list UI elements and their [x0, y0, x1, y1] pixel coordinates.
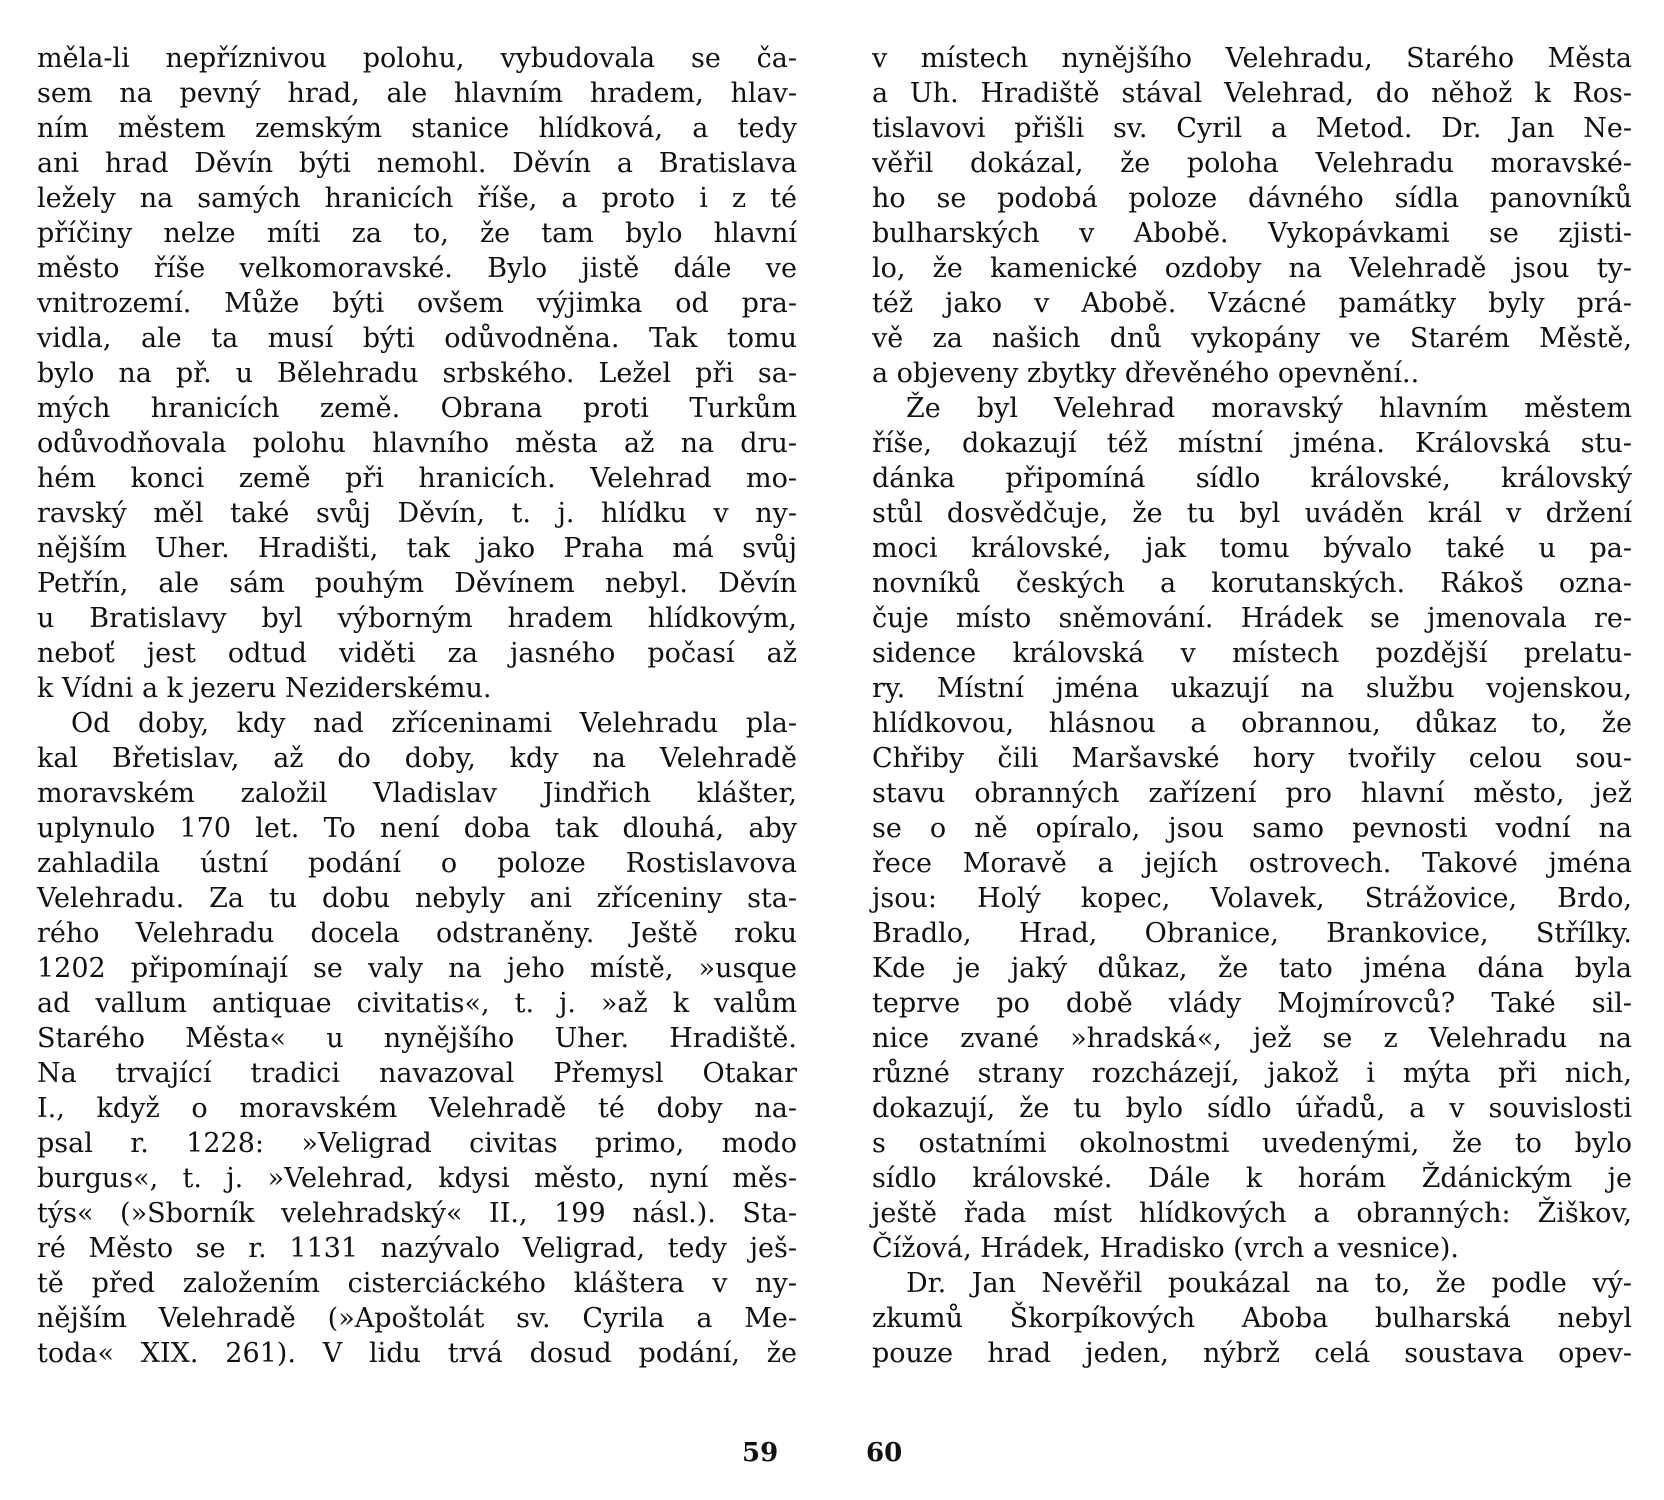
text-line: rého Velehradu docela odstraněny. Ještě roku: [37, 918, 797, 949]
text-line: vidla, ale ta musí býti odůvodněna. Tak tomu: [37, 323, 797, 354]
text-line: sídlo královské. Dále k horám Ždánickým je: [872, 1163, 1632, 1194]
text-line: různé strany rozcházejí, jakož i mýta při nich,: [872, 1058, 1632, 1089]
text-line: čuje místo sněmování. Hrádek se jmenovala re-: [872, 603, 1632, 634]
text-line: stavu obranných zařízení pro hlavní město, jež: [872, 778, 1632, 809]
text-line: město říše velkomoravské. Bylo jistě dále ve: [37, 253, 797, 284]
text-line: I., když o moravském Velehradě té doby na-: [37, 1093, 797, 1124]
text-line: ravský měl také svůj Děvín, t. j. hlídku v ny-: [37, 498, 797, 529]
text-line: k Vídni a k jezeru Neziderskému.: [37, 673, 492, 704]
text-line: Chřiby čili Maršavské hory tvořily celou sou-: [872, 743, 1632, 774]
text-line: týs« (»Sborník velehradský« II., 199 násl.). Sta-: [37, 1198, 797, 1229]
text-line: toda« XIX. 261). V lidu trvá dosud podání, že: [37, 1338, 797, 1369]
right-page-text: [872, 41, 1632, 1371]
right-page: [832, 0, 1664, 1500]
page-number: 59: [742, 1438, 779, 1468]
text-line: Čížová, Hrádek, Hradisko (vrch a vesnice).: [872, 1233, 1459, 1264]
text-line: stůl dosvědčuje, že tu byl uváděn král v držení: [872, 498, 1632, 529]
text-line: Kde je jaký důkaz, že tato jména dána byla: [872, 953, 1632, 984]
text-line: sem na pevný hrad, ale hlavním hradem, hlav-: [37, 78, 797, 109]
text-line: zahladila ústní podání o poloze Rostislavova: [37, 848, 797, 879]
text-line: neboť jest odtud viděti za jasného počasí až: [37, 638, 797, 669]
text-line: se o ně opíralo, jsou samo pevnosti vodní na: [872, 813, 1632, 844]
page-number: 60: [866, 1438, 903, 1468]
text-line: ad vallum antiquae civitatis«, t. j. »až k valům: [37, 988, 797, 1019]
text-line: měla-li nepříznivou polohu, vybudovala se ča-: [37, 43, 797, 74]
text-line: moravském založil Vladislav Jindřich klášter,: [37, 778, 797, 809]
text-line: a Uh. Hradiště stával Velehrad, do něhož k Ros-: [872, 78, 1632, 109]
text-line: moci královské, jak tomu bývalo také u pa-: [872, 533, 1632, 564]
text-line: tislavovi přišli sv. Cyril a Metod. Dr. Jan Ne-: [872, 113, 1632, 144]
text-line: říše, dokazují též místní jména. Královská stu-: [872, 428, 1632, 459]
text-line: hém konci země při hranicích. Velehrad mo-: [37, 463, 797, 494]
text-line: novníků českých a korutanských. Rákoš ozna-: [872, 568, 1632, 599]
text-line: Petřín, ale sám pouhým Děvínem nebyl. Děvín: [37, 568, 797, 599]
text-line: řece Moravě a jejích ostrovech. Takové jména: [872, 848, 1632, 879]
text-line: lo, že kamenické ozdoby na Velehradě jsou ty-: [872, 253, 1632, 284]
paragraph-first-line: Že byl Velehrad moravský hlavním městem: [906, 393, 1632, 424]
text-line: ry. Místní jména ukazují na službu vojenskou,: [872, 673, 1632, 704]
text-line: nějším Uher. Hradišti, tak jako Praha má svůj: [37, 533, 797, 564]
text-line: teprve po době vlády Mojmírovců? Také sil-: [872, 988, 1632, 1019]
text-line: tě před založením cisterciáckého kláštera v ny-: [37, 1268, 797, 1299]
text-line: dokazují, že tu bylo sídlo úřadů, a v souvislosti: [872, 1093, 1632, 1124]
text-line: zkumů Škorpíkových Aboba bulharská nebyl: [872, 1303, 1632, 1334]
left-page-text: [37, 41, 797, 1371]
paragraph-first-line: Od doby, kdy nad zříceninami Velehradu pla-: [71, 708, 797, 739]
text-line: ještě řada míst hlídkových a obranných: Žiškov,: [872, 1198, 1632, 1229]
text-line: pouze hrad jeden, nýbrž celá soustava opev-: [872, 1338, 1632, 1369]
text-line: vnitrozemí. Může býti ovšem výjimka od pra-: [37, 288, 797, 319]
text-line: ho se podobá poloze dávného sídla panovníků: [872, 183, 1632, 214]
text-line: u Bratislavy byl výborným hradem hlídkovým,: [37, 603, 797, 634]
text-line: psal r. 1228: »Veligrad civitas primo, modo: [37, 1128, 797, 1159]
text-line: burgus«, t. j. »Velehrad, kdysi město, nyní měs-: [37, 1163, 797, 1194]
text-line: sidence královská v místech pozdější prelatu-: [872, 638, 1632, 669]
text-line: a objeveny zbytky dřevěného opevnění..: [872, 358, 1420, 389]
text-line: věřil dokázal, že poloha Velehradu moravské-: [872, 148, 1632, 179]
text-line: příčiny nelze míti za to, že tam bylo hlavní: [37, 218, 797, 249]
text-line: jsou: Holý kopec, Volavek, Strážovice, Brdo,: [872, 883, 1632, 914]
text-line: ani hrad Děvín býti nemohl. Děvín a Bratislava: [37, 148, 797, 179]
text-line: ním městem zemským stanice hlídková, a tedy: [37, 113, 797, 144]
text-line: Starého Města« u nynějšího Uher. Hradiště.: [37, 1023, 797, 1054]
text-line: uplynulo 170 let. To není doba tak dlouhá, aby: [37, 813, 797, 844]
text-line: ležely na samých hranicích říše, a proto i z té: [37, 183, 797, 214]
text-line: 1202 připomínají se valy na jeho místě, »usque: [37, 953, 797, 984]
text-line: Bradlo, Hrad, Obranice, Brankovice, Střílky.: [872, 918, 1632, 949]
text-line: s ostatními okolnostmi uvedenými, že to bylo: [872, 1128, 1632, 1159]
text-line: odůvodňovala polohu hlavního města až na dru-: [37, 428, 797, 459]
text-line: vě za našich dnů vykopány ve Starém Městě,: [872, 323, 1632, 354]
text-line: mých hranicích země. Obrana proti Turkům: [37, 393, 797, 424]
text-line: dánka připomíná sídlo královské, královský: [872, 463, 1632, 494]
text-line: bulharských v Abobě. Vykopávkami se zjisti-: [872, 218, 1632, 249]
text-line: nějším Velehradě (»Apoštolát sv. Cyrila a Me-: [37, 1303, 797, 1334]
text-line: též jako v Abobě. Vzácné památky byly prá-: [872, 288, 1632, 319]
text-line: v místech nynějšího Velehradu, Starého Města: [872, 43, 1632, 74]
text-line: hlídkovou, hlásnou a obrannou, důkaz to, že: [872, 708, 1632, 739]
text-line: Velehradu. Za tu dobu nebyly ani zříceniny sta-: [37, 883, 797, 914]
text-line: bylo na př. u Bělehradu srbského. Ležel při sa-: [37, 358, 797, 389]
text-line: Na trvající tradici navazoval Přemysl Otakar: [37, 1058, 797, 1089]
text-line: nice zvané »hradská«, jež se z Velehradu na: [872, 1023, 1632, 1054]
text-line: kal Břetislav, až do doby, kdy na Velehradě: [37, 743, 797, 774]
text-line: ré Město se r. 1131 nazývalo Veligrad, tedy ješ-: [37, 1233, 797, 1264]
paragraph-first-line: Dr. Jan Nevěřil poukázal na to, že podle vý-: [906, 1268, 1632, 1299]
